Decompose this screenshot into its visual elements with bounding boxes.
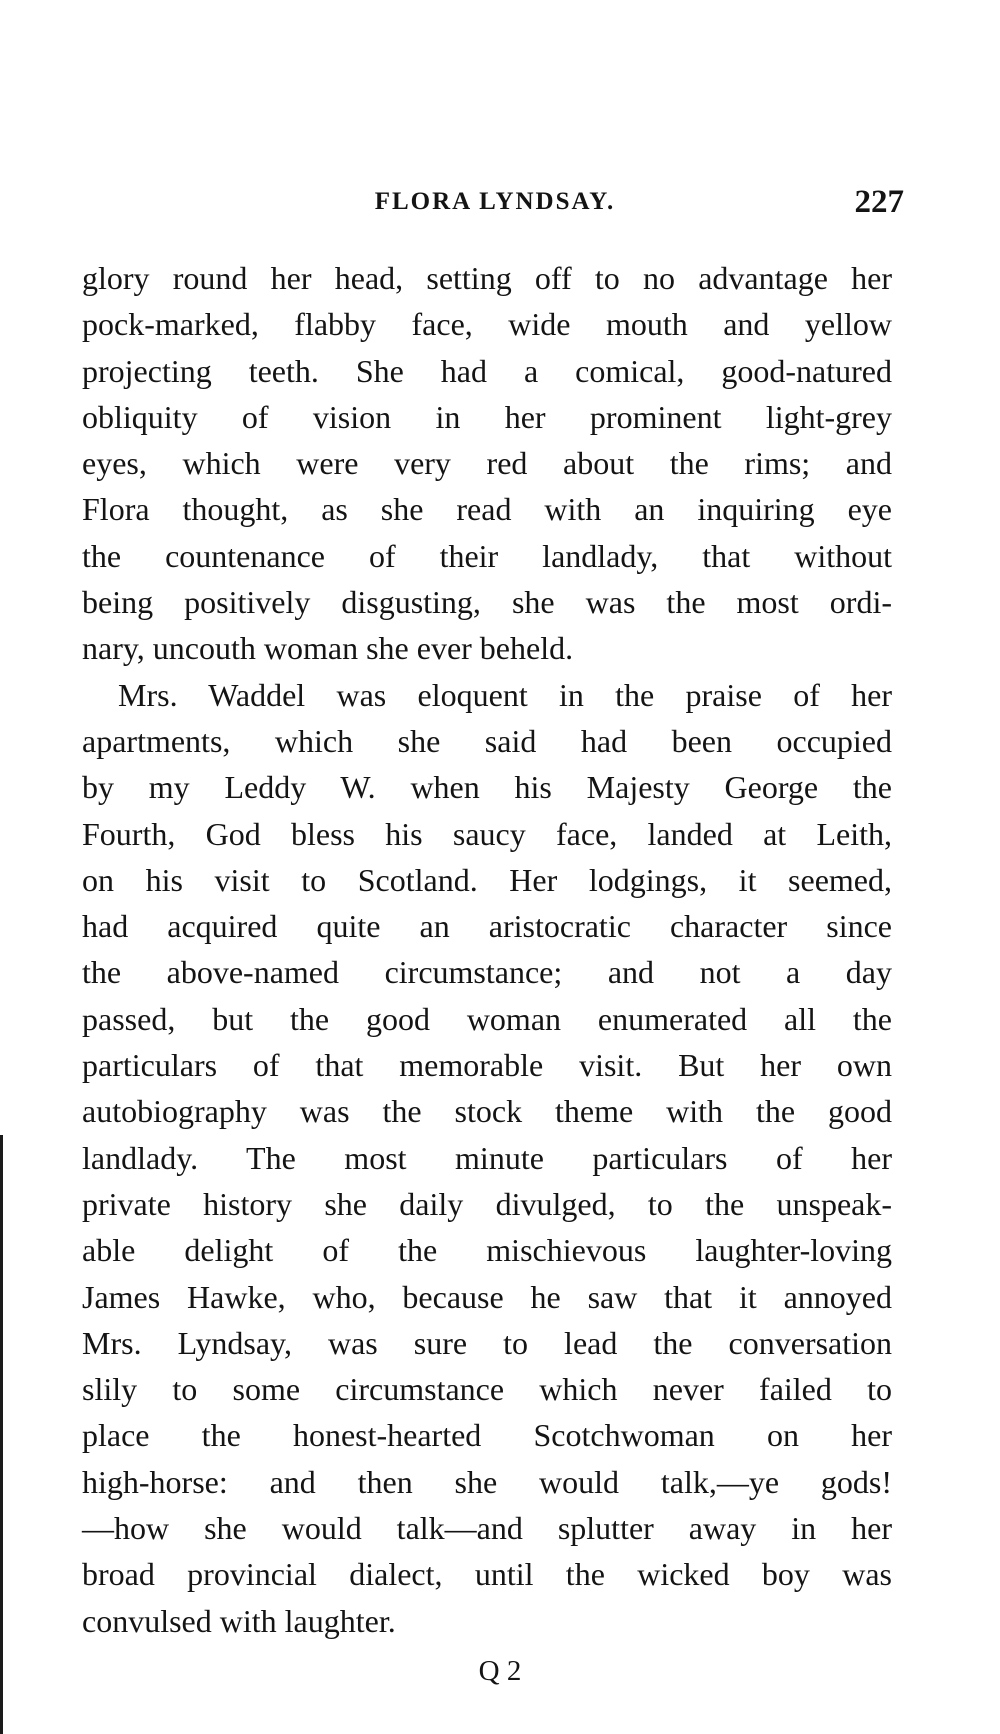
text-line: James Hawke, who, because he saw that it annoyed: [82, 1278, 892, 1315]
text-line: landlady. The most minute particulars of her: [82, 1139, 892, 1176]
text-line: nary, uncouth woman she ever beheld.: [82, 630, 574, 667]
page-edge-shadow: [0, 1135, 3, 1734]
text-line: apartments, which she said had been occupied: [82, 722, 892, 759]
text-line: autobiography was the stock theme with the good: [82, 1093, 892, 1130]
text-line: eyes, which were very red about the rims; and: [82, 445, 892, 482]
text-line: projecting teeth. She had a comical, good-natured: [82, 352, 892, 389]
text-line: slily to some circumstance which never failed to: [82, 1371, 892, 1408]
text-line: able delight of the mischievous laughter-loving: [82, 1232, 892, 1269]
text-line: the countenance of their landlady, that without: [82, 537, 892, 574]
page-number: 227: [854, 184, 904, 220]
text-line: place the honest-hearted Scotchwoman on her: [82, 1417, 892, 1454]
paragraph-1: [82, 255, 892, 672]
text-line: convulsed with laughter.: [82, 1602, 396, 1639]
paragraph-2: [82, 672, 892, 1644]
text-line: particulars of that memorable visit. But her own: [82, 1047, 892, 1084]
text-line: Flora thought, as she read with an inquiring eye: [82, 491, 892, 528]
text-line: passed, but the good woman enumerated all the: [82, 1000, 892, 1037]
text-line: by my Leddy W. when his Majesty George the: [82, 769, 892, 806]
text-line: Mrs. Lyndsay, was sure to lead the conversation: [82, 1324, 892, 1361]
text-line: glory round her head, setting off to no advantage her: [82, 260, 892, 296]
signature-mark: Q 2: [478, 1655, 522, 1687]
text-line: being positively disgusting, she was the most ordi-: [82, 584, 892, 621]
text-line: —how she would talk—and splutter away in her: [82, 1510, 892, 1547]
text-line: the above-named circumstance; and not a day: [82, 954, 892, 991]
text-line: pock-marked, flabby face, wide mouth and yellow: [82, 306, 892, 343]
text-line: private history she daily divulged, to the unspeak-: [82, 1185, 892, 1222]
text-line: high-horse: and then she would talk,—ye gods!: [82, 1463, 892, 1500]
body-text: [82, 255, 892, 1644]
text-line: on his visit to Scotland. Her lodgings, it seemed,: [82, 861, 892, 898]
running-title: FLORA LYNDSAY.: [374, 188, 616, 215]
text-line: Mrs. Waddel was eloquent in the praise of her: [118, 676, 892, 713]
running-head: [80, 184, 910, 228]
text-line: obliquity of vision in her prominent light-grey: [82, 398, 892, 435]
text-line: broad provincial dialect, until the wicked boy was: [82, 1556, 892, 1593]
text-line: had acquired quite an aristocratic character since: [82, 908, 892, 945]
text-line: Fourth, God bless his saucy face, landed at Leith,: [82, 815, 892, 852]
